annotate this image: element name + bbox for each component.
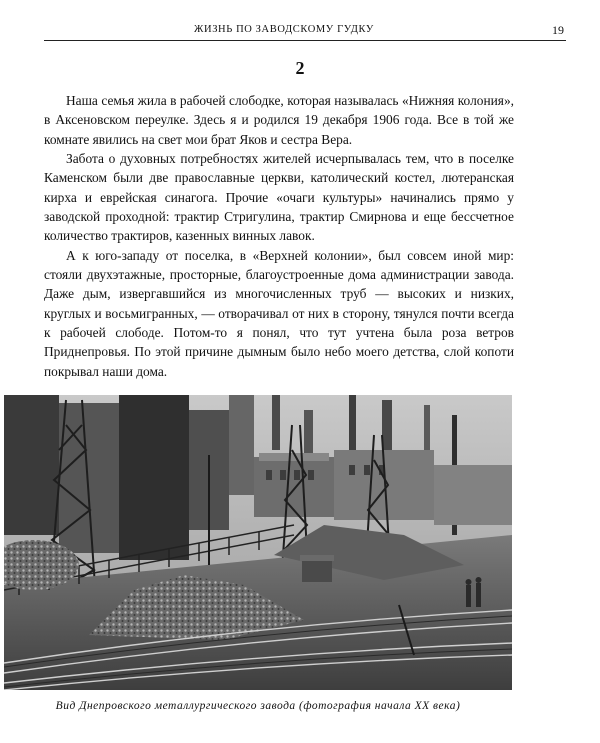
paragraph-1: Наша семья жила в рабочей слободке, которая называлась «Нижняя колония», в Аксеновском переулке. Здесь я и родился 19 декабря 1906 года. Все в той же комнате явились на свет мои брат Яков и сестра Вера. [44, 93, 514, 147]
figure-caption: Вид Днепровского металлургического завода (фотография начала XX века) [55, 700, 461, 712]
running-head-title: ЖИЗНЬ ПО ЗАВОДСКОМУ ГУДКУ [194, 24, 374, 35]
body-text [44, 91, 514, 381]
factory-photo-illustration [4, 395, 512, 690]
paragraph-3: А к юго-западу от поселка, в «Верхней колонии», был совсем иной мир: стояли двухэтажные, просторные, благоустроенные дома администрации завода. Даже дым, извергавшийся из многочисленных труб — высоких и низких, круглых и восьмигранных, — отворачивал от них в сторону, тянулся почти всегда к рабочей слободе. Потом-то я понял, что тут учтена была роза ветров Приднепровья. По этой причине дымным было небо моего детства, слой копоти покрывал наши дома. [44, 247, 514, 379]
factory-photo [4, 395, 512, 690]
page-number: 19 [552, 23, 564, 37]
running-head [44, 24, 566, 38]
chapter-number: 2 [295, 58, 305, 78]
header-rule [44, 40, 566, 41]
paragraph-2: Забота о духовных потребностях жителей исчерпывалась тем, что в поселке Каменском были две православные церкви, католический костел, лютеранская кирха и еврейская синагога. Прочие «очаги культуры» начинались прямо у заводской проходной: трактир Стригулина, трактир Смирнова и еще бессчетное количество трактиров, казенных винных лавок. [44, 151, 514, 244]
